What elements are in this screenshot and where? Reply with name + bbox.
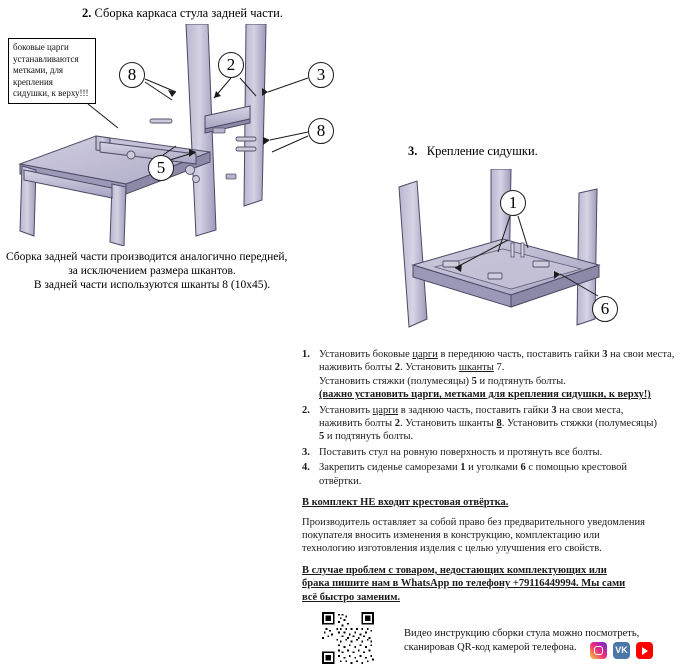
- disclaimer-line-1: Производитель оставляет за собой право без предварительного уведомления: [302, 516, 645, 528]
- instruction-list: [302, 348, 694, 605]
- instruction-text: Закрепить сиденье саморезами 1 и уголками 6 с помощью крестовой отвёртки.: [319, 462, 627, 487]
- instagram-icon[interactable]: [590, 642, 607, 659]
- step3-heading: [408, 144, 538, 159]
- marker-5: 5: [148, 155, 174, 181]
- step2-heading: [82, 6, 283, 21]
- instruction-text: Установить царги в заднюю часть, поставить гайки 3 на свои места, наживить болты 2. Установить шканты 8. Установить стяжки (полумесяцы) 5 и подтянуть болты.: [319, 404, 657, 443]
- instruction-index: 1.: [302, 349, 310, 360]
- marker-6: 6: [592, 296, 618, 322]
- instruction-index: 2.: [302, 404, 310, 416]
- footer-line-2: сканировав QR-код камерой телефона.: [404, 642, 577, 653]
- marker-8-left: 8: [119, 62, 145, 88]
- caption-line-3: В задней части используются шканты 8 (10х45).: [33, 279, 271, 291]
- caption-line-1: Сборка задней части производится аналогично передней,: [6, 251, 288, 263]
- marker-2: 2: [218, 52, 244, 78]
- marker-3: 3: [308, 62, 334, 88]
- warranty-line-3: всё быстро заменим.: [302, 592, 401, 604]
- step2-number: 2.: [82, 6, 92, 20]
- instruction-item: [302, 461, 694, 488]
- warranty-line-1: В случае проблем с товаром, недостающих комплектующих или: [302, 564, 607, 576]
- instruction-index: 4.: [302, 462, 310, 474]
- step2-title-text: Сборка каркаса стула задней части.: [94, 6, 283, 20]
- marker-8-right: 8: [308, 118, 334, 144]
- step3-title-text: Крепление сидушки.: [426, 144, 538, 158]
- footer-line-1: Видео инструкцию сборки стула можно посмотреть,: [404, 628, 640, 639]
- warranty-line-2: брака пишите нам в WhatsApp по телефону +79116449994. Мы сами: [302, 578, 626, 590]
- vk-icon[interactable]: VK: [613, 642, 630, 659]
- caption-line-2: за исключением размера шкантов.: [68, 265, 236, 277]
- qr-code[interactable]: [322, 612, 374, 664]
- youtube-icon[interactable]: [636, 642, 653, 659]
- step3-number: 3.: [408, 144, 418, 158]
- figure2-caption: [6, 250, 298, 292]
- instruction-item: [302, 446, 694, 459]
- disclaimer: [302, 516, 694, 556]
- warranty-note: [302, 564, 694, 605]
- instruction-index: 3.: [302, 446, 310, 458]
- callout-side-rails: [8, 38, 96, 104]
- disclaimer-line-2: покупателя вносить изменения в конструкцию, комплектацию или: [302, 530, 600, 542]
- instruction-item: [302, 348, 694, 402]
- instruction-item: [302, 404, 694, 444]
- disclaimer-line-3: технологию изготовления изделия с целью улучшения его свойств.: [302, 543, 602, 555]
- instruction-text: Поставить стул на ровную поверхность и протянуть все болты.: [319, 446, 603, 458]
- instruction-text: Установить боковые царги в переднюю часть, поставить гайки 3 на свои места, наживить болты 2. Установить шканты 7. Установить стяжки (полумесяцы) 5 и подтянуть болты. (важно установить царги, метками для крепления сидушки, к верху!): [319, 349, 675, 401]
- marker-1: 1: [500, 190, 526, 216]
- callout-text: боковые царги устанавливаются метками, для крепления сидушки, к верху!!!: [13, 42, 89, 98]
- social-links: [590, 642, 653, 659]
- note-not-included: В комплект НЕ входит крестовая отвёртка.: [302, 497, 509, 509]
